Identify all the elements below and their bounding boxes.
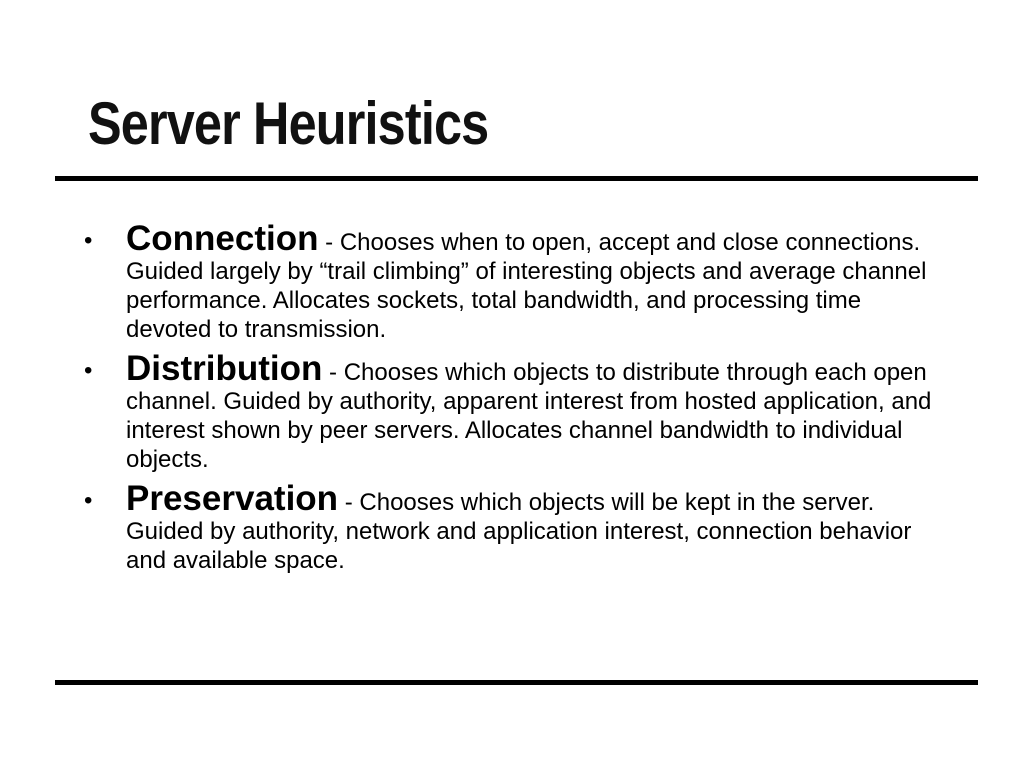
bullet-description: - Chooses which objects will be kept in the server. Guided by authority, network and application interest, connection behavior and available space. <box>126 489 912 574</box>
bullet-term: Preservation <box>126 479 339 518</box>
footer-divider <box>55 680 978 685</box>
bullet-item-connection <box>84 219 934 344</box>
bullet-marker: • <box>84 227 93 254</box>
slide-title: Server Heuristics <box>88 90 489 157</box>
bullet-term: Distribution <box>126 349 323 388</box>
bullet-description: - Chooses which objects to distribute through each open channel. Guided by authority, apparent interest from hosted application, and interest shown by peer servers. Allocates channel bandwidth to individual objects. <box>126 359 932 473</box>
bullet-item-distribution <box>84 349 934 474</box>
bullet-marker: • <box>84 357 93 384</box>
bullet-list <box>84 219 934 583</box>
bullet-term: Connection <box>126 219 319 258</box>
title-divider <box>55 176 978 181</box>
bullet-item-preservation <box>84 479 934 575</box>
bullet-marker: • <box>84 487 93 514</box>
bullet-description: - Chooses when to open, accept and close connections. Guided largely by “trail climbing” of interesting objects and average channel performance. Allocates sockets, total bandwidth, and processing time devoted to transmission. <box>126 229 927 343</box>
